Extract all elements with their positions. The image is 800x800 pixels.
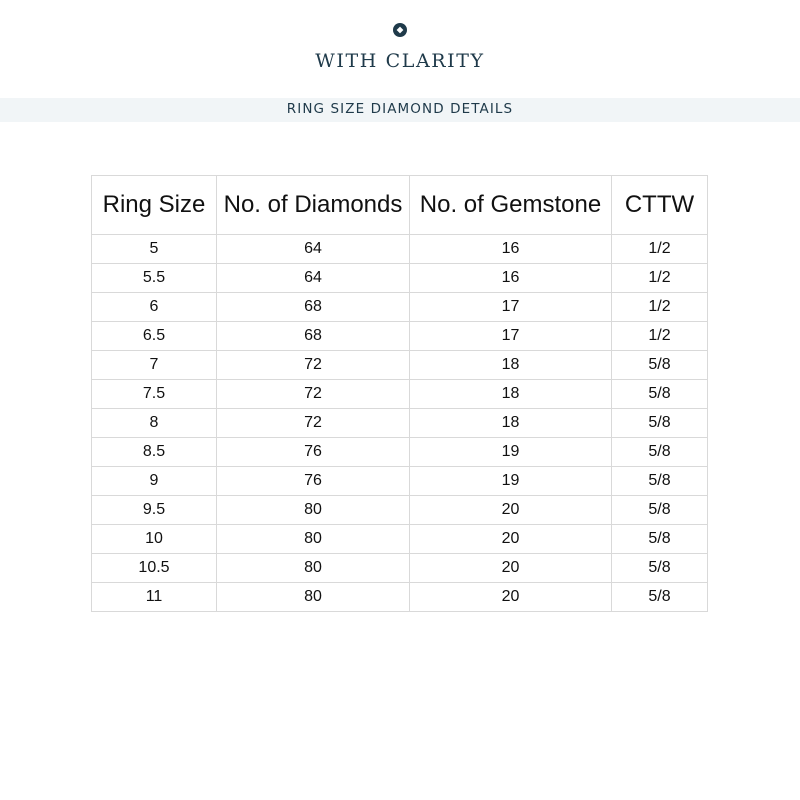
cell-ring-size: 10	[92, 525, 217, 554]
table-row	[92, 351, 708, 380]
table-row	[92, 409, 708, 438]
table-row	[92, 264, 708, 293]
table-row	[92, 293, 708, 322]
table-row	[92, 467, 708, 496]
cell-no-of-diamonds: 76	[217, 467, 410, 496]
cell-ring-size: 9	[92, 467, 217, 496]
cell-ring-size: 5	[92, 235, 217, 264]
brand-name: WITH CLARITY	[315, 50, 485, 72]
cell-no-of-gemstone: 20	[410, 583, 612, 612]
cell-no-of-diamonds: 64	[217, 235, 410, 264]
cell-ring-size: 8.5	[92, 438, 217, 467]
cell-no-of-gemstone: 17	[410, 322, 612, 351]
header-no-of-gemstone: No. of Gemstone	[410, 176, 612, 235]
cell-ring-size: 7.5	[92, 380, 217, 409]
table-row	[92, 583, 708, 612]
table-header-row	[92, 176, 708, 235]
cell-no-of-diamonds: 64	[217, 264, 410, 293]
table-row	[92, 380, 708, 409]
cell-no-of-diamonds: 72	[217, 351, 410, 380]
cell-cttw: 5/8	[612, 554, 708, 583]
cell-no-of-gemstone: 20	[410, 554, 612, 583]
cell-ring-size: 11	[92, 583, 217, 612]
cell-no-of-gemstone: 16	[410, 235, 612, 264]
cell-no-of-diamonds: 72	[217, 409, 410, 438]
cell-no-of-gemstone: 17	[410, 293, 612, 322]
cell-cttw: 5/8	[612, 380, 708, 409]
cell-ring-size: 5.5	[92, 264, 217, 293]
cell-no-of-diamonds: 76	[217, 438, 410, 467]
cell-no-of-gemstone: 19	[410, 467, 612, 496]
table-row	[92, 525, 708, 554]
header-no-of-diamonds: No. of Diamonds	[217, 176, 410, 235]
table-row	[92, 554, 708, 583]
cell-cttw: 1/2	[612, 235, 708, 264]
cell-ring-size: 9.5	[92, 496, 217, 525]
cell-no-of-gemstone: 16	[410, 264, 612, 293]
cell-no-of-gemstone: 18	[410, 409, 612, 438]
cell-ring-size: 6.5	[92, 322, 217, 351]
cell-no-of-gemstone: 18	[410, 380, 612, 409]
cell-cttw: 1/2	[612, 264, 708, 293]
cell-cttw: 5/8	[612, 496, 708, 525]
cell-no-of-gemstone: 18	[410, 351, 612, 380]
cell-cttw: 5/8	[612, 351, 708, 380]
cell-cttw: 1/2	[612, 293, 708, 322]
brand-logo-icon	[393, 23, 407, 37]
cell-cttw: 1/2	[612, 322, 708, 351]
cell-cttw: 5/8	[612, 525, 708, 554]
cell-cttw: 5/8	[612, 583, 708, 612]
table-row	[92, 235, 708, 264]
header-cttw: CTTW	[612, 176, 708, 235]
page-subtitle: RING SIZE DIAMOND DETAILS	[286, 101, 514, 117]
cell-no-of-diamonds: 80	[217, 554, 410, 583]
cell-no-of-diamonds: 68	[217, 293, 410, 322]
cell-no-of-gemstone: 20	[410, 525, 612, 554]
header-ring-size: Ring Size	[92, 176, 217, 235]
cell-no-of-gemstone: 20	[410, 496, 612, 525]
table-row	[92, 322, 708, 351]
cell-no-of-diamonds: 80	[217, 525, 410, 554]
cell-no-of-diamonds: 68	[217, 322, 410, 351]
cell-ring-size: 10.5	[92, 554, 217, 583]
cell-ring-size: 6	[92, 293, 217, 322]
cell-cttw: 5/8	[612, 409, 708, 438]
ring-size-table	[91, 175, 708, 612]
cell-no-of-gemstone: 19	[410, 438, 612, 467]
cell-cttw: 5/8	[612, 467, 708, 496]
cell-no-of-diamonds: 80	[217, 496, 410, 525]
cell-ring-size: 8	[92, 409, 217, 438]
table-row	[92, 496, 708, 525]
cell-no-of-diamonds: 80	[217, 583, 410, 612]
cell-no-of-diamonds: 72	[217, 380, 410, 409]
cell-cttw: 5/8	[612, 438, 708, 467]
cell-ring-size: 7	[92, 351, 217, 380]
table-row	[92, 438, 708, 467]
